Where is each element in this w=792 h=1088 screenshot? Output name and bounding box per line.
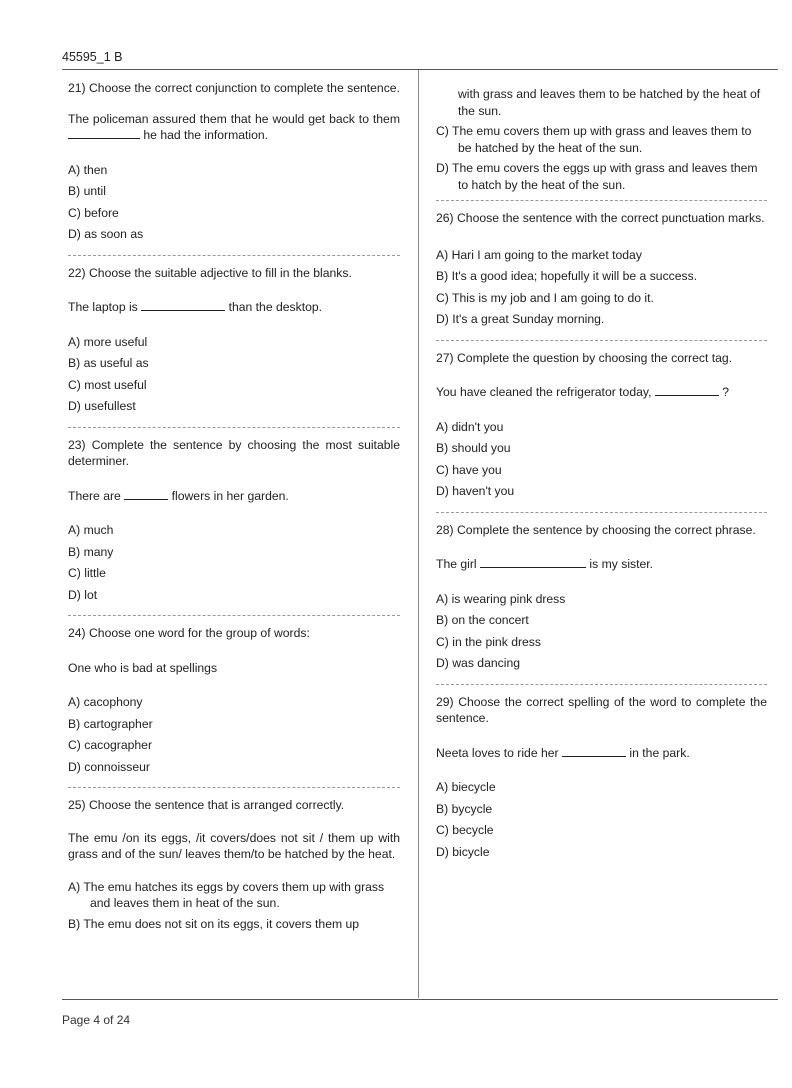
options-list	[68, 879, 400, 933]
option-d[interactable]: D) It's a great Sunday morning.	[436, 312, 605, 326]
question-23	[68, 437, 400, 609]
options-list	[436, 86, 767, 193]
option-c[interactable]: C) in the pink dress	[436, 634, 541, 649]
options-list	[68, 694, 400, 780]
option-a[interactable]: A) much	[68, 523, 114, 537]
option-b[interactable]: B) on the concert	[436, 613, 529, 627]
options-list	[68, 522, 400, 608]
question-26	[436, 210, 767, 333]
question-separator	[68, 787, 400, 788]
option-a[interactable]: A) biecycle	[436, 780, 496, 794]
answer-blank	[124, 488, 168, 500]
column-divider	[418, 70, 419, 998]
answer-blank	[655, 384, 719, 396]
option-d[interactable]: D) as soon as	[68, 227, 144, 241]
left-column	[68, 80, 400, 936]
question-passage: One who is bad at spellings	[68, 660, 218, 675]
question-stem: 23) Complete the sentence by choosing the most suitable determiner.	[68, 437, 400, 468]
question-stem: 22) Choose the suitable adjective to fill in the blanks.	[68, 265, 352, 280]
question-stem: 21) Choose the correct conjunction to complete the sentence.	[68, 81, 400, 95]
answer-blank	[562, 745, 626, 757]
question-24	[68, 625, 400, 780]
passage-text: in the park.	[629, 745, 690, 760]
passage-text: flowers in her garden.	[171, 488, 289, 503]
options-list	[436, 419, 767, 505]
answer-blank	[141, 299, 225, 311]
option-c[interactable]: C) have you	[436, 462, 502, 477]
question-21	[68, 80, 400, 248]
question-stem: 27) Complete the question by choosing the correct tag.	[436, 350, 733, 365]
question-passage: The emu /on its eggs, /it covers/does not sit / them up with grass and of the sun/ leaves them/to be hatched by the heat.	[68, 830, 400, 861]
passage-text: There are	[68, 488, 121, 503]
question-27	[436, 350, 767, 505]
passage-text: The policeman assured them that he would get back to them	[68, 111, 400, 126]
page-header-code: 45595_1 B	[62, 50, 123, 64]
option-b[interactable]: B) It's a good idea; hopefully it will be a success.	[436, 269, 698, 283]
question-passage	[68, 488, 400, 505]
option-d[interactable]: D) connoisseur	[68, 759, 150, 774]
passage-text: Neeta loves to ride her	[436, 745, 559, 760]
question-separator	[436, 200, 767, 201]
answer-blank	[68, 127, 140, 139]
passage-text: is my sister.	[589, 557, 654, 571]
question-25	[68, 797, 400, 932]
question-22	[68, 265, 400, 420]
question-stem: 24) Choose one word for the group of words:	[68, 626, 310, 640]
options-list	[436, 247, 767, 333]
option-c[interactable]: C) becycle	[436, 823, 494, 837]
passage-text: You have cleaned the refrigerator today,	[436, 385, 652, 399]
option-d[interactable]: D) bicycle	[436, 844, 490, 859]
passage-text: he had the information.	[143, 128, 269, 142]
option-b[interactable]: B) The emu does not sit on its eggs, it covers them up	[68, 916, 360, 931]
option-b[interactable]: B) bycycle	[436, 801, 493, 816]
question-stem: 28) Complete the sentence by choosing the correct phrase.	[436, 522, 756, 537]
passage-text: The laptop is	[68, 300, 138, 314]
header-rule	[62, 69, 778, 70]
option-b[interactable]: B) should you	[436, 441, 511, 455]
option-b[interactable]: B) until	[68, 184, 106, 198]
option-c[interactable]: C) cacographer	[68, 738, 152, 752]
option-c[interactable]: C) most useful	[68, 377, 147, 392]
option-a[interactable]: A) then	[68, 162, 108, 177]
question-stem: 26) Choose the sentence with the correct punctuation marks.	[436, 211, 765, 225]
option-d[interactable]: D) The emu covers the eggs up with grass and leaves them to hatch by the heat of the sun.	[436, 161, 758, 192]
option-d[interactable]: D) haven't you	[436, 484, 515, 498]
passage-text: than the desktop.	[228, 300, 323, 314]
question-separator	[436, 684, 767, 685]
options-list	[436, 591, 767, 677]
option-a[interactable]: A) didn't you	[436, 419, 504, 434]
question-passage	[68, 299, 400, 316]
option-b-continued[interactable]: with grass and leaves them to be hatched by the heat of the sun.	[458, 87, 761, 118]
option-c[interactable]: C) The emu covers them up with grass and leaves them to be hatched by the heat of the sun.	[436, 124, 752, 155]
question-separator	[436, 340, 767, 341]
option-b[interactable]: B) cartographer	[68, 716, 153, 731]
option-d[interactable]: D) lot	[68, 587, 98, 602]
option-c[interactable]: C) before	[68, 205, 119, 220]
question-passage	[436, 745, 767, 762]
options-list	[68, 162, 400, 248]
question-separator	[436, 512, 767, 513]
question-passage	[436, 384, 767, 401]
option-a[interactable]: A) The emu hatches its eggs by covers them up with grass and leaves them in heat of the sun.	[68, 879, 385, 910]
footer-rule	[62, 999, 778, 1000]
option-a[interactable]: A) more useful	[68, 334, 148, 349]
option-a[interactable]: A) cacophony	[68, 695, 143, 709]
options-list	[68, 334, 400, 420]
option-c[interactable]: C) This is my job and I am going to do it.	[436, 290, 654, 305]
option-a[interactable]: A) Hari I am going to the market today	[436, 247, 642, 262]
option-d[interactable]: D) was dancing	[436, 656, 520, 670]
page-number: Page 4 of 24	[62, 1013, 131, 1027]
question-28	[436, 522, 767, 677]
question-stem: 25) Choose the sentence that is arranged correctly.	[68, 798, 345, 812]
question-separator	[68, 427, 400, 428]
question-25-continued	[436, 86, 767, 193]
question-separator	[68, 615, 400, 616]
question-stem: 29) Choose the correct spelling of the word to complete the sentence.	[436, 694, 767, 725]
option-a[interactable]: A) is wearing pink dress	[436, 591, 566, 606]
option-d[interactable]: D) usefullest	[68, 399, 136, 413]
passage-text: ?	[722, 385, 730, 399]
right-column	[436, 86, 767, 865]
question-separator	[68, 255, 400, 256]
answer-blank	[480, 556, 586, 568]
option-b[interactable]: B) many	[68, 544, 114, 559]
passage-text: The girl	[436, 557, 477, 571]
question-passage	[68, 111, 400, 144]
option-b[interactable]: B) as useful as	[68, 356, 149, 370]
option-c[interactable]: C) little	[68, 566, 106, 580]
question-29	[436, 694, 767, 866]
question-passage	[436, 556, 767, 573]
options-list	[436, 779, 767, 865]
